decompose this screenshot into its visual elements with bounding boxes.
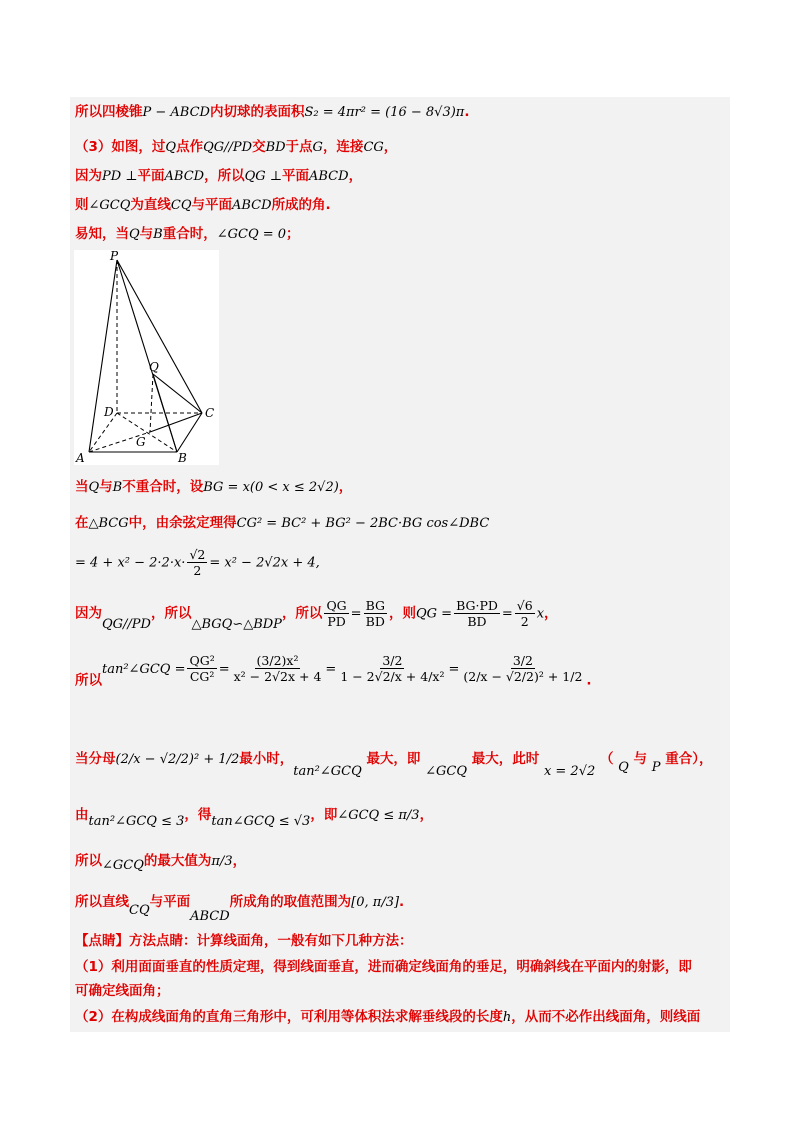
fraction: $\frac{\text{QG²}}{\text{CG²}}$ xyxy=(189,653,215,684)
fraction: $\frac{\text{(3/2)x²}}{\text{x² − 2√2x + 4}}$ xyxy=(233,653,322,684)
line-1: 所以四棱锥P − ABCD内切球的表面积S₂ = 4πr² = (16 − 8√3)π. xyxy=(75,104,470,120)
fraction: $\frac{BG\cdot PD}{BD}$ xyxy=(456,598,498,629)
line-5: 易知，当Q与B重合时，∠GCQ = 0； xyxy=(75,226,300,242)
line-3: 因为PD ⊥平面ABCD，所以QG ⊥平面ABCD， xyxy=(75,168,363,184)
label-A: A xyxy=(76,451,85,465)
label-B: B xyxy=(178,451,187,465)
line-17: 可确定线面角； xyxy=(75,983,170,999)
label-C: C xyxy=(205,406,215,420)
label-P: P xyxy=(110,250,119,263)
label-G: G xyxy=(136,435,146,449)
fraction: $\frac{√2}{2}$ xyxy=(189,547,206,578)
line-6: 当Q与B不重合时，设BG = x(0 < x ≤ 2√2)， xyxy=(75,479,353,495)
line-8: = 4 + x² − 2·2·x· $\frac{√2}{2}$ = x² − 2√2x + 4, xyxy=(75,547,320,578)
pyramid-figure xyxy=(74,250,219,465)
line-18: （2）在构成线面角的直角三角形中，可利用等体积法求解垂线段的长度h，从而不必作出线面角，则线面 xyxy=(75,1009,701,1025)
line-14: 所以直线CQ与平面ABCD所成角的取值范围为[0, π/3]. xyxy=(75,894,405,924)
fraction: $\frac{√6}{2}$ xyxy=(516,598,533,629)
label-D: D xyxy=(104,405,114,419)
fraction: $\frac{QG}{PD}$ xyxy=(326,598,347,629)
line-2: （3）如图，过Q点作QG//PD交BD于点G，连接CG， xyxy=(75,139,398,155)
fraction: $\frac{BG}{BD}$ xyxy=(365,598,385,629)
line-7: 在△BCG中，由余弦定理得CG² = BC² + BG² − 2BC·BG cos∠DBC xyxy=(75,515,490,531)
fraction: $\frac{3/2}{\text{(2/x − √2/2)² + 1/2}}$ xyxy=(463,653,583,684)
line-13: 所以∠GCQ的最大值为π/3， xyxy=(75,853,247,873)
line-11: 当分母(2/x − √2/2)² + 1/2最小时，tan²∠GCQ 最大，即 ∠GCQ 最大，此时 x = 2√2 （ Q 与 P 重合）， xyxy=(75,751,713,779)
line-15: 【点睛】方法点睛：计算线面角，一般有如下几种方法： xyxy=(75,933,413,949)
line-12: 由tan²∠GCQ ≤ 3，得tan∠GCQ ≤ √3，即∠GCQ ≤ π/3， xyxy=(75,807,434,829)
label-Q: Q xyxy=(149,360,159,374)
fraction: $\frac{3/2}{\text{1 − 2√2/x + 4/x²}}$ xyxy=(340,653,445,684)
line-4: 则∠GCQ为直线CQ与平面ABCD所成的角. xyxy=(75,197,331,213)
line-10: 所以tan²∠GCQ = $\frac{\text{QG²}}{\text{CG²}}$ = $\frac{\text{(3/2)x²}}{\text{x² − 2√2x + 4}}$ = $\frac{3/2}{\text{1 − 2√2/x + 4/x²}}$ = $\frac{3/2}{\text{(2/x − √2/2)² + 1/2}}$ . xyxy=(75,653,592,689)
line-9: 因为QG//PD，所以△BGQ∽△BDP，所以 $\frac{QG}{PD}$ = $\frac{BG}{BD}$ ，则QG = $\frac{BG\cdot PD}{BD}$ = $\frac{√6}{2}$ x， xyxy=(75,598,558,632)
line-16: （1）利用面面垂直的性质定理，得到线面垂直，进而确定线面角的垂足，明确斜线在平面内的射影，即 xyxy=(75,959,692,975)
